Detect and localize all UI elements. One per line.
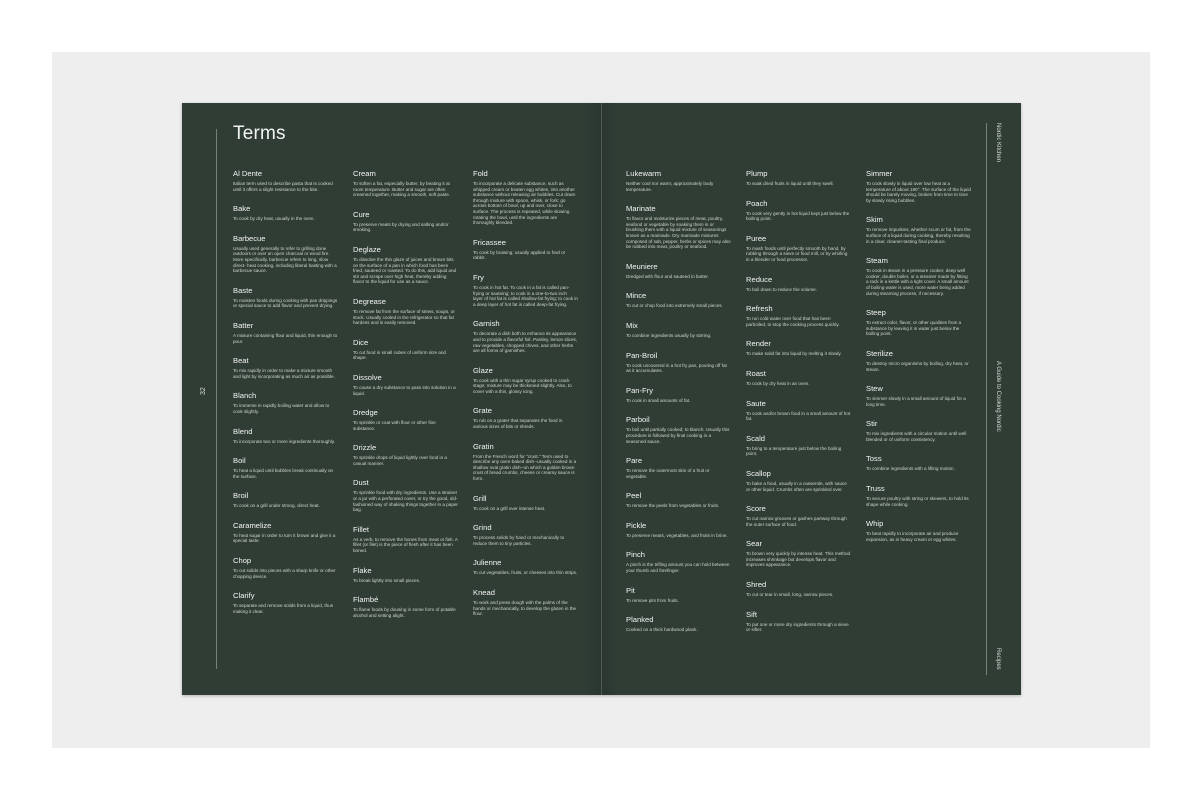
term-definition: To bake a food, usually in a casserole, with sauce or other liquid. Crumbs often are sprinkled over. (746, 480, 847, 492)
term-definition: To mash foods until perfectly smooth by hand, by rubbing through a sieve or food mill, or by whirling in a blender or food processor. (746, 245, 848, 262)
term-definition: To process solids by hand or mechanically to reduce them to tiny particles. (473, 535, 565, 546)
term-definition: To cause a dry substance to pass into solution in a liquid. (353, 384, 456, 396)
term-definition: To combine ingredients usually by stirring. (626, 332, 712, 338)
term-name: Cure (353, 209, 370, 219)
term-definition: To beat rapidly to incorporate air and produce expansion, as in heavy cream or egg whites. (866, 531, 959, 542)
term-name: Sift (746, 609, 757, 619)
term-name: Blanch (233, 391, 257, 401)
term-definition: To break lightly into small pieces. (353, 577, 421, 583)
glossary-entry (353, 245, 458, 285)
term-name: Barbecue (233, 233, 266, 243)
term-name: Pickle (626, 520, 647, 530)
term-name: Stir (866, 419, 878, 429)
glossary-entry (353, 169, 458, 198)
term-definition: To remove impurities, whether scum or fat, from the surface of a liquid during cooking, thereby resulting in a clear, cleaner-tasting final produce. (866, 227, 971, 244)
term-definition: To extract color, flavor, or other qualities from a substance by leaving it in water just below the boiling point. (866, 320, 962, 337)
glossary-entry (626, 262, 731, 280)
page-number: 32 (200, 387, 207, 395)
term-definition: To sprinkle or coat with flour or other fine substance. (353, 420, 436, 431)
term-name: Garnish (473, 319, 500, 329)
term-name: Caramelize (233, 520, 272, 530)
term-name: Blend (233, 426, 253, 436)
glossary-entry (353, 525, 458, 554)
glossary-entry (233, 286, 338, 309)
glossary-entry (233, 491, 338, 509)
glossary-entry (353, 595, 458, 618)
term-definition: To work and press dough with the palms of the hands or mechanically, to develop the gluten in the flour. (473, 600, 577, 617)
glossary-entry (473, 494, 578, 512)
term-definition: To cook in hot fat. To cook in a fat is called pan-frying or sauteing; to cook in a one-to-two inch layer of hot fat is called shallow-fat frying; to cook in a deep layer of hot fat is called deep-fat frying. (473, 284, 578, 307)
glossary-entry (746, 339, 851, 357)
glossary-entry (626, 491, 731, 509)
term-definition: Cooked on a thick hardwood plank. (626, 627, 698, 633)
term-definition: To simmer slowly in a small amount of liquid for a long time. (866, 396, 966, 407)
term-name: Knead (473, 588, 495, 597)
term-definition: To cut solids into pieces with a sharp knife or other chopping device. (233, 568, 336, 579)
term-name: Boil (233, 456, 246, 466)
term-definition: Italian term used to describe pasta that is cooked until it offers a slight resistance to the bite. (233, 181, 333, 192)
term-definition: As a verb, to remove the bones from meat or fish. A fillet (or filet) is the piece of flesh after it has been boned. (353, 536, 458, 554)
term-name: Fricassee (473, 237, 506, 247)
term-definition: To cook on a grill under strong, direct heat. (233, 503, 320, 509)
term-name: Refresh (746, 304, 773, 314)
term-name: Saute (746, 398, 766, 408)
glossary-entry (473, 558, 578, 576)
term-name: Pan-Fry (626, 385, 654, 395)
term-definition: Neither cool nor warm; approximately body temperature. (626, 181, 714, 192)
glossary-entry (746, 504, 851, 527)
term-name: Cream (353, 169, 376, 178)
term-definition: A pinch is the trifling amount you can hold between your thumb and forefinger. (626, 562, 730, 574)
glossary-entry (353, 338, 458, 361)
term-name: Marinate (626, 204, 656, 214)
term-name: Planked (626, 615, 654, 625)
term-name: Broil (233, 491, 249, 501)
term-definition: To cut narrow grooves or gashes partway through the outer surface of food. (746, 516, 847, 527)
glossary-entry (233, 169, 338, 192)
term-name: Dice (353, 337, 369, 347)
term-name: Dust (353, 478, 369, 488)
glossary-entry (353, 210, 458, 233)
glossary-entry (746, 199, 851, 222)
glossary-entry (353, 443, 458, 466)
term-name: Fold (473, 169, 488, 178)
term-name: Grind (473, 523, 492, 533)
glossary-entry (233, 204, 338, 222)
term-name: Deglaze (353, 244, 381, 254)
term-name: Lukewarm (626, 169, 662, 178)
term-definition: To dissolve the thin glaze of juices and brown bits on the surface of a pan in which food has been fried, sauteed or roasted. To do this, add liquid and stir and scrape over high heat, thereby adding flavor to the liquid for use as a sauce. (353, 256, 457, 285)
term-definition: To separate and remove solids from a liquid, thus making it clear. (233, 603, 334, 614)
book-spread (182, 103, 1021, 695)
term-name: Batter (233, 320, 254, 330)
term-definition: To boil until partially cooked; to blanch. Usually this procedure is followed by final cooking in a seasoned sauce. (626, 427, 730, 444)
term-name: Bake (233, 204, 251, 214)
term-name: Julienne (473, 558, 502, 568)
term-definition: To incorporate a delicate substance, such as whipped cream or beaten egg whites, into another substance without releasing air bubbles. Cut down through mixture with spoon, whisk, or fork; go across bottom of bowl, up and over, close to surface. The process is repeated, while slowing rotating the bowl, until the ingredients are thoroughly blended. (473, 181, 576, 226)
term-name: Grate (473, 406, 492, 416)
term-name: Drizzle (353, 443, 377, 453)
glossary-entry (473, 442, 578, 482)
glossary-entry (626, 615, 731, 633)
term-definition: To cook in steam in a pressure cooker, deep well cooker, double boiler, or a steamer made by fitting a rack in a kettle with a tight cover. A small amount of boiling water is used, more water being added during steaming process, if necessary. (866, 268, 969, 296)
glossary-entry (473, 238, 578, 261)
term-name: Scald (746, 433, 765, 443)
glossary-entry (353, 478, 458, 512)
glossary-entry (746, 399, 851, 422)
glossary-entry (473, 319, 578, 353)
glossary-entry (233, 356, 338, 379)
page-title: Terms (233, 123, 286, 144)
left-column-3 (473, 169, 578, 629)
term-name: Shred (746, 580, 767, 590)
glossary-entry (746, 539, 851, 568)
term-name: Pan-Broil (626, 350, 658, 360)
term-name: Grill (473, 493, 487, 503)
glossary-entry (626, 415, 731, 444)
term-name: Steam (866, 256, 888, 266)
glossary-entry (746, 434, 851, 457)
term-definition: To incorporate two or more ingredients thoroughly. (233, 438, 336, 444)
glossary-entry (866, 454, 971, 472)
term-name: Baste (233, 285, 253, 295)
term-definition: To sprinkle drops of liquid lightly over food in a casual manner. (353, 455, 447, 466)
glossary-entry (866, 215, 971, 244)
term-definition: From the French word for "crust." Term used to describe any oven-baked dish--usually cooked in a shallow oval gratin dish--on which a golden brown crust of bread crumbs, cheese or creamy sauce is form. (473, 453, 577, 482)
term-name: Pit (626, 585, 635, 595)
term-definition: To cook on a grill over intense heat. (473, 505, 546, 511)
term-definition: To make solid fat into liquid by melting it slowly. (746, 351, 842, 357)
term-name: Mince (626, 291, 647, 301)
term-name: Fry (473, 272, 484, 282)
term-name: Meuniere (626, 261, 658, 271)
term-definition: To decorate a dish both to enhance its appearance and to provide a flavorful foil. Parsley, lemon slices, raw vegetables, chopped chives, and other herbs are all forms of garnishes. (473, 331, 578, 354)
term-name: Peel (626, 491, 642, 501)
term-name: Scallop (746, 468, 771, 478)
term-name: Al Dente (233, 169, 263, 178)
glossary-entry (626, 586, 731, 604)
term-definition: To mix rapidly in order to make a mixture smooth and light by incorporating as much air as possible. (233, 368, 335, 379)
term-definition: To cook and/or brown food in a small amount of hot fat. (746, 410, 851, 422)
term-definition: Usually used generally to refer to grilling done outdoors or over an open charcoal or wood fire. More specifically, barbecue refers to long, slow direct- heat cooking, including liberal basting with a barbecue sauce. (233, 245, 337, 274)
term-definition: To brown very quickly by intense heat. This method increases shrinkage but develops flavor and improves appearance. (746, 551, 851, 568)
glossary-entry (473, 366, 578, 395)
page-gutter (601, 103, 602, 695)
term-name: Skim (866, 215, 883, 225)
term-name: Stew (866, 384, 883, 394)
glossary-entry (626, 169, 731, 192)
term-definition: To moisten foods during cooking with pan drippings or special sauce to add flavor and prevent drying. (233, 297, 338, 309)
glossary-entry (233, 234, 338, 274)
term-name: Puree (746, 233, 767, 243)
glossary-entry (626, 204, 731, 250)
term-name: Score (746, 504, 766, 514)
glossary-entry (233, 391, 338, 414)
term-name: Parboil (626, 415, 650, 425)
term-name: Roast (746, 368, 766, 378)
glossary-entry (353, 408, 458, 431)
term-definition: To boil down to reduce the volume. (746, 286, 817, 292)
term-name: Gratin (473, 441, 494, 451)
glossary-entry (353, 373, 458, 396)
glossary-entry (866, 484, 971, 507)
glossary-entry (746, 234, 851, 263)
term-name: Dissolve (353, 372, 382, 382)
term-definition: To remove the outermost skin of a fruit or vegetable. (626, 468, 710, 479)
term-definition: To put one or more dry ingredients through a sieve or sifter. (746, 621, 849, 633)
right-margin-rule (986, 123, 987, 675)
glossary-entry (866, 308, 971, 337)
term-definition: To remove fat from the surface of stews, soups, or stock. Usually cooled in the refrigerator so that fat hardens and is easily removed. (353, 308, 455, 326)
term-definition: To heat sugar in order to turn it brown and give it a special taste. (233, 532, 336, 544)
glossary-entry (866, 519, 971, 542)
term-definition: To run cold water over food that has been parboiled, to stop the cooking process quickly. (746, 316, 840, 327)
running-head-bottom: Recipes (995, 648, 1001, 670)
term-definition: To cook by braising; usually applied to fowl or rabbit. (473, 249, 566, 261)
term-name: Glaze (473, 365, 493, 375)
term-definition: To combine ingredients with a lifting motion. (866, 466, 955, 472)
term-name: Reduce (746, 274, 773, 284)
glossary-entry (473, 169, 578, 226)
glossary-entry (746, 275, 851, 293)
glossary-entry (233, 427, 338, 445)
term-definition: To soften a fat, especially butter, by beating it at room temperature. Butter and sugar are often creamed together, making a smooth, soft paste. (353, 181, 451, 198)
term-definition: To remove pits from fruits. (626, 597, 679, 603)
term-definition: To cut food in small cubes of uniform size and shape. (353, 349, 446, 361)
term-definition: To sprinkle food with dry ingredients. Use a strainer or a jar with a perforated cover, or try the good, old-fashioned way of shaking things together in a paper bag. (353, 490, 458, 513)
term-name: Dredge (353, 408, 378, 418)
left-column-1 (233, 169, 338, 626)
term-definition: To cook in small amounts of fat. (626, 397, 691, 403)
glossary-entry (746, 304, 851, 327)
glossary-entry (233, 556, 338, 579)
glossary-entry (473, 406, 578, 429)
glossary-entry (626, 521, 731, 539)
running-head-top: Nordic Kitchen (995, 123, 1001, 163)
glossary-entry (233, 321, 338, 344)
term-definition: To immerse in rapidly boiling water and allow to cook slightly. (233, 403, 330, 414)
term-definition: To cook by dry heat, usually in the oven. (233, 216, 315, 222)
glossary-entry (473, 523, 578, 546)
left-margin-rule (216, 129, 217, 669)
term-definition: To soak dried fruits in liquid until they swell. (746, 181, 834, 186)
glossary-entry (233, 591, 338, 614)
left-column-2 (353, 169, 458, 630)
term-definition: To rub on a grater that separates the food in various sizes of bits or shreds. (473, 418, 563, 430)
glossary-entry (866, 419, 971, 442)
term-name: Render (746, 339, 771, 349)
term-definition: Dredged with flour and sauteed in butter. (626, 273, 709, 279)
term-name: Flambé (353, 595, 379, 605)
term-definition: To cut or chop food into extremely small pieces. (626, 303, 723, 309)
glossary-entry (626, 550, 731, 573)
term-name: Pare (626, 456, 643, 466)
glossary-entry (626, 291, 731, 309)
term-name: Beat (233, 356, 249, 366)
glossary-entry (473, 273, 578, 307)
glossary-entry (866, 384, 971, 407)
glossary-entry (626, 351, 731, 374)
glossary-entry (746, 610, 851, 633)
term-definition: To cook very gently in hot liquid kept just below the boiling point. (746, 210, 850, 222)
term-name: Clarify (233, 591, 255, 601)
term-definition: To preserve meats by drying and salting and/or smoking. (353, 221, 449, 233)
term-definition: To cut or tear in small, long, narrow pieces. (746, 592, 834, 598)
term-name: Steep (866, 308, 886, 318)
term-definition: To remove the peels from vegetables or fruits. (626, 503, 720, 509)
term-name: Plump (746, 169, 768, 178)
term-definition: To cut vegetables, fruits, or cheeses into thin strips. (473, 570, 578, 576)
glossary-entry (626, 321, 731, 339)
glossary-entry (473, 588, 578, 617)
term-name: Chop (233, 556, 252, 566)
term-name: Whip (866, 519, 884, 529)
glossary-entry (626, 456, 731, 479)
glossary-entry (233, 456, 338, 479)
term-definition: To cook by dry heat in an oven. (746, 380, 810, 386)
glossary-entry (746, 169, 851, 187)
right-column-3 (866, 169, 971, 554)
term-name: Simmer (866, 169, 893, 178)
term-name: Pinch (626, 550, 645, 560)
term-definition: To flame foods by dousing in some form of potable alcohol and setting alight. (353, 607, 456, 618)
term-definition: To cook slowly in liquid over low heat at a temperature of about 180°. The surface of the liquid should be barely moving, broken from time to time by slowly rising bubbles. (866, 181, 971, 203)
glossary-entry (866, 256, 971, 296)
term-name: Poach (746, 198, 768, 208)
term-definition: To heat a liquid until bubbles break continually on the surface. (233, 468, 334, 479)
term-definition: To cook uncovered in a hot fry pan, pouring off fat as it accumulates. (626, 362, 727, 374)
glossary-entry (353, 297, 458, 326)
glossary-entry (866, 349, 971, 372)
term-name: Sterilize (866, 348, 894, 358)
term-definition: To preserve meats, vegetables, and fruits in brine. (626, 532, 728, 538)
term-definition: To flavor and moisturize pieces of meat, poultry, seafood or vegetable by soaking them in or brushing them with a liquid mixture of seasonings known as a marinade. Dry marinade mixtures composed of salt, pepper, herbs or spices may also be rubbed into meat, poultry or seafood. (626, 216, 731, 250)
right-column-2 (746, 169, 851, 645)
term-name: Flake (353, 565, 372, 575)
term-name: Fillet (353, 524, 370, 534)
term-name: Degrease (353, 296, 386, 306)
term-definition: To secure poultry with string or skewers, to hold its shape while cooking. (866, 496, 969, 507)
glossary-entry (866, 169, 971, 203)
glossary-entry (233, 521, 338, 544)
right-column-1 (626, 169, 731, 645)
term-name: Sear (746, 539, 763, 549)
glossary-entry (746, 580, 851, 598)
glossary-entry (746, 469, 851, 492)
glossary-entry (626, 386, 731, 404)
glossary-entry (353, 566, 458, 584)
term-definition: To cook with a thin sugar syrup cooked to crack stage; mixture may be thickened slightly. Also, to cover with a thin, glossy icing. (473, 377, 572, 394)
term-name: Truss (866, 484, 885, 494)
term-name: Mix (626, 320, 638, 330)
glossary-entry (746, 369, 851, 387)
term-definition: A mixture containing flour and liquid, thin enough to pour. (233, 332, 338, 344)
term-definition: To destroy micro organisms by boiling, dry heat, or steam. (866, 360, 969, 372)
running-head-middle: A Guide to Cooking Nordic (995, 361, 1001, 432)
term-definition: To mix ingredients with a circular motion until well blended or of uniform consistency. (866, 431, 967, 442)
term-definition: To bring to a temperature just below the boiling point. (746, 445, 842, 457)
term-name: Toss (866, 454, 882, 464)
